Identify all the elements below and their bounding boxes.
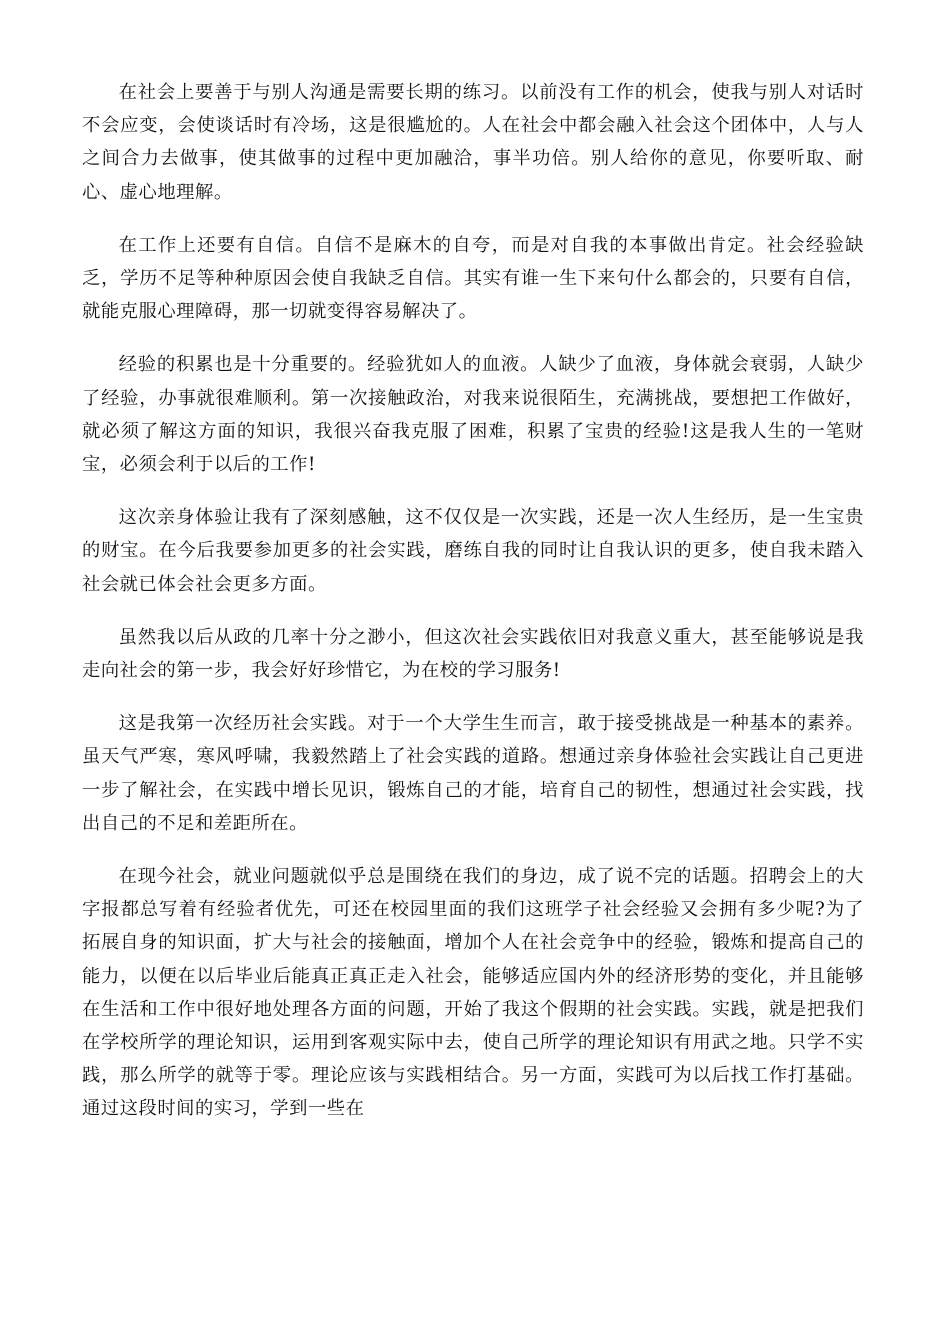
paragraph: 经验的积累也是十分重要的。经验犹如人的血液。人缺少了血液，身体就会衰弱，人缺少了经验，办事就很难顺利。第一次接触政治，对我来说很陌生，充满挑战，要想把工作做好，就必须了解这方面的知识，我很兴奋我克服了困难，积累了宝贵的经验!这是我人生的一笔财宝，必须会利于以后的工作! [82, 354, 864, 476]
paragraph: 在社会上要善于与别人沟通是需要长期的练习。以前没有工作的机会，使我与别人对话时不会应变，会使谈话时有冷场，这是很尴尬的。人在社会中都会融入社会这个团体中，人与人之间合力去做事，使其做事的过程中更加融洽，事半功倍。别人给你的意见，你要听取、耐心、虚心地理解。 [82, 82, 864, 203]
paragraph: 在现今社会，就业问题就似乎总是围绕在我们的身边，成了说不完的话题。招聘会上的大字报都总写着有经验者优先，可还在校园里面的我们这班学子社会经验又会拥有多少呢?为了拓展自身的知识面，扩大与社会的接触面，增加个人在社会竞争中的经验，锻炼和提高自己的能力，以便在以后毕业后能真正真正走入社会，能够适应国内外的经济形势的变化，并且能够在生活和工作中很好地处理各方面的问题，开始了我这个假期的社会实践。实践，就是把我们在学校所学的理论知识，运用到客观实际中去，使自己所学的理论知识有用武之地。只学不实践，那么所学的就等于零。理论应该与实践相结合。另一方面，实践可为以后找工作打基础。通过这段时间的实习，学到一些在 [82, 866, 864, 1120]
paragraph: 这是我第一次经历社会实践。对于一个大学生生而言，敢于接受挑战是一种基本的素养。虽天气严寒，寒风呼啸，我毅然踏上了社会实践的道路。想通过亲身体验社会实践让自己更进一步了解社会，在实践中增长见识，锻炼自己的才能，培育自己的韧性，想通过社会实践，找出自己的不足和差距所在。 [82, 713, 864, 834]
document-body [82, 76, 864, 1126]
paragraph: 在工作上还要有自信。自信不是麻木的自夸，而是对自我的本事做出肯定。社会经验缺乏，学历不足等种种原因会使自我缺乏自信。其实有谁一生下来句什么都会的，只要有自信，就能克服心理障碍，那一切就变得容易解决了。 [82, 234, 864, 323]
paragraph: 虽然我以后从政的几率十分之渺小，但这次社会实践依旧对我意义重大，甚至能够说是我走向社会的第一步，我会好好珍惜它，为在校的学习服务! [82, 626, 864, 682]
paragraph: 这次亲身体验让我有了深刻感触，这不仅仅是一次实践，还是一次人生经历，是一生宝贵的财宝。在今后我要参加更多的社会实践，磨练自我的同时让自我认识的更多，使自我未踏入社会就已体会社会更多方面。 [82, 507, 864, 595]
